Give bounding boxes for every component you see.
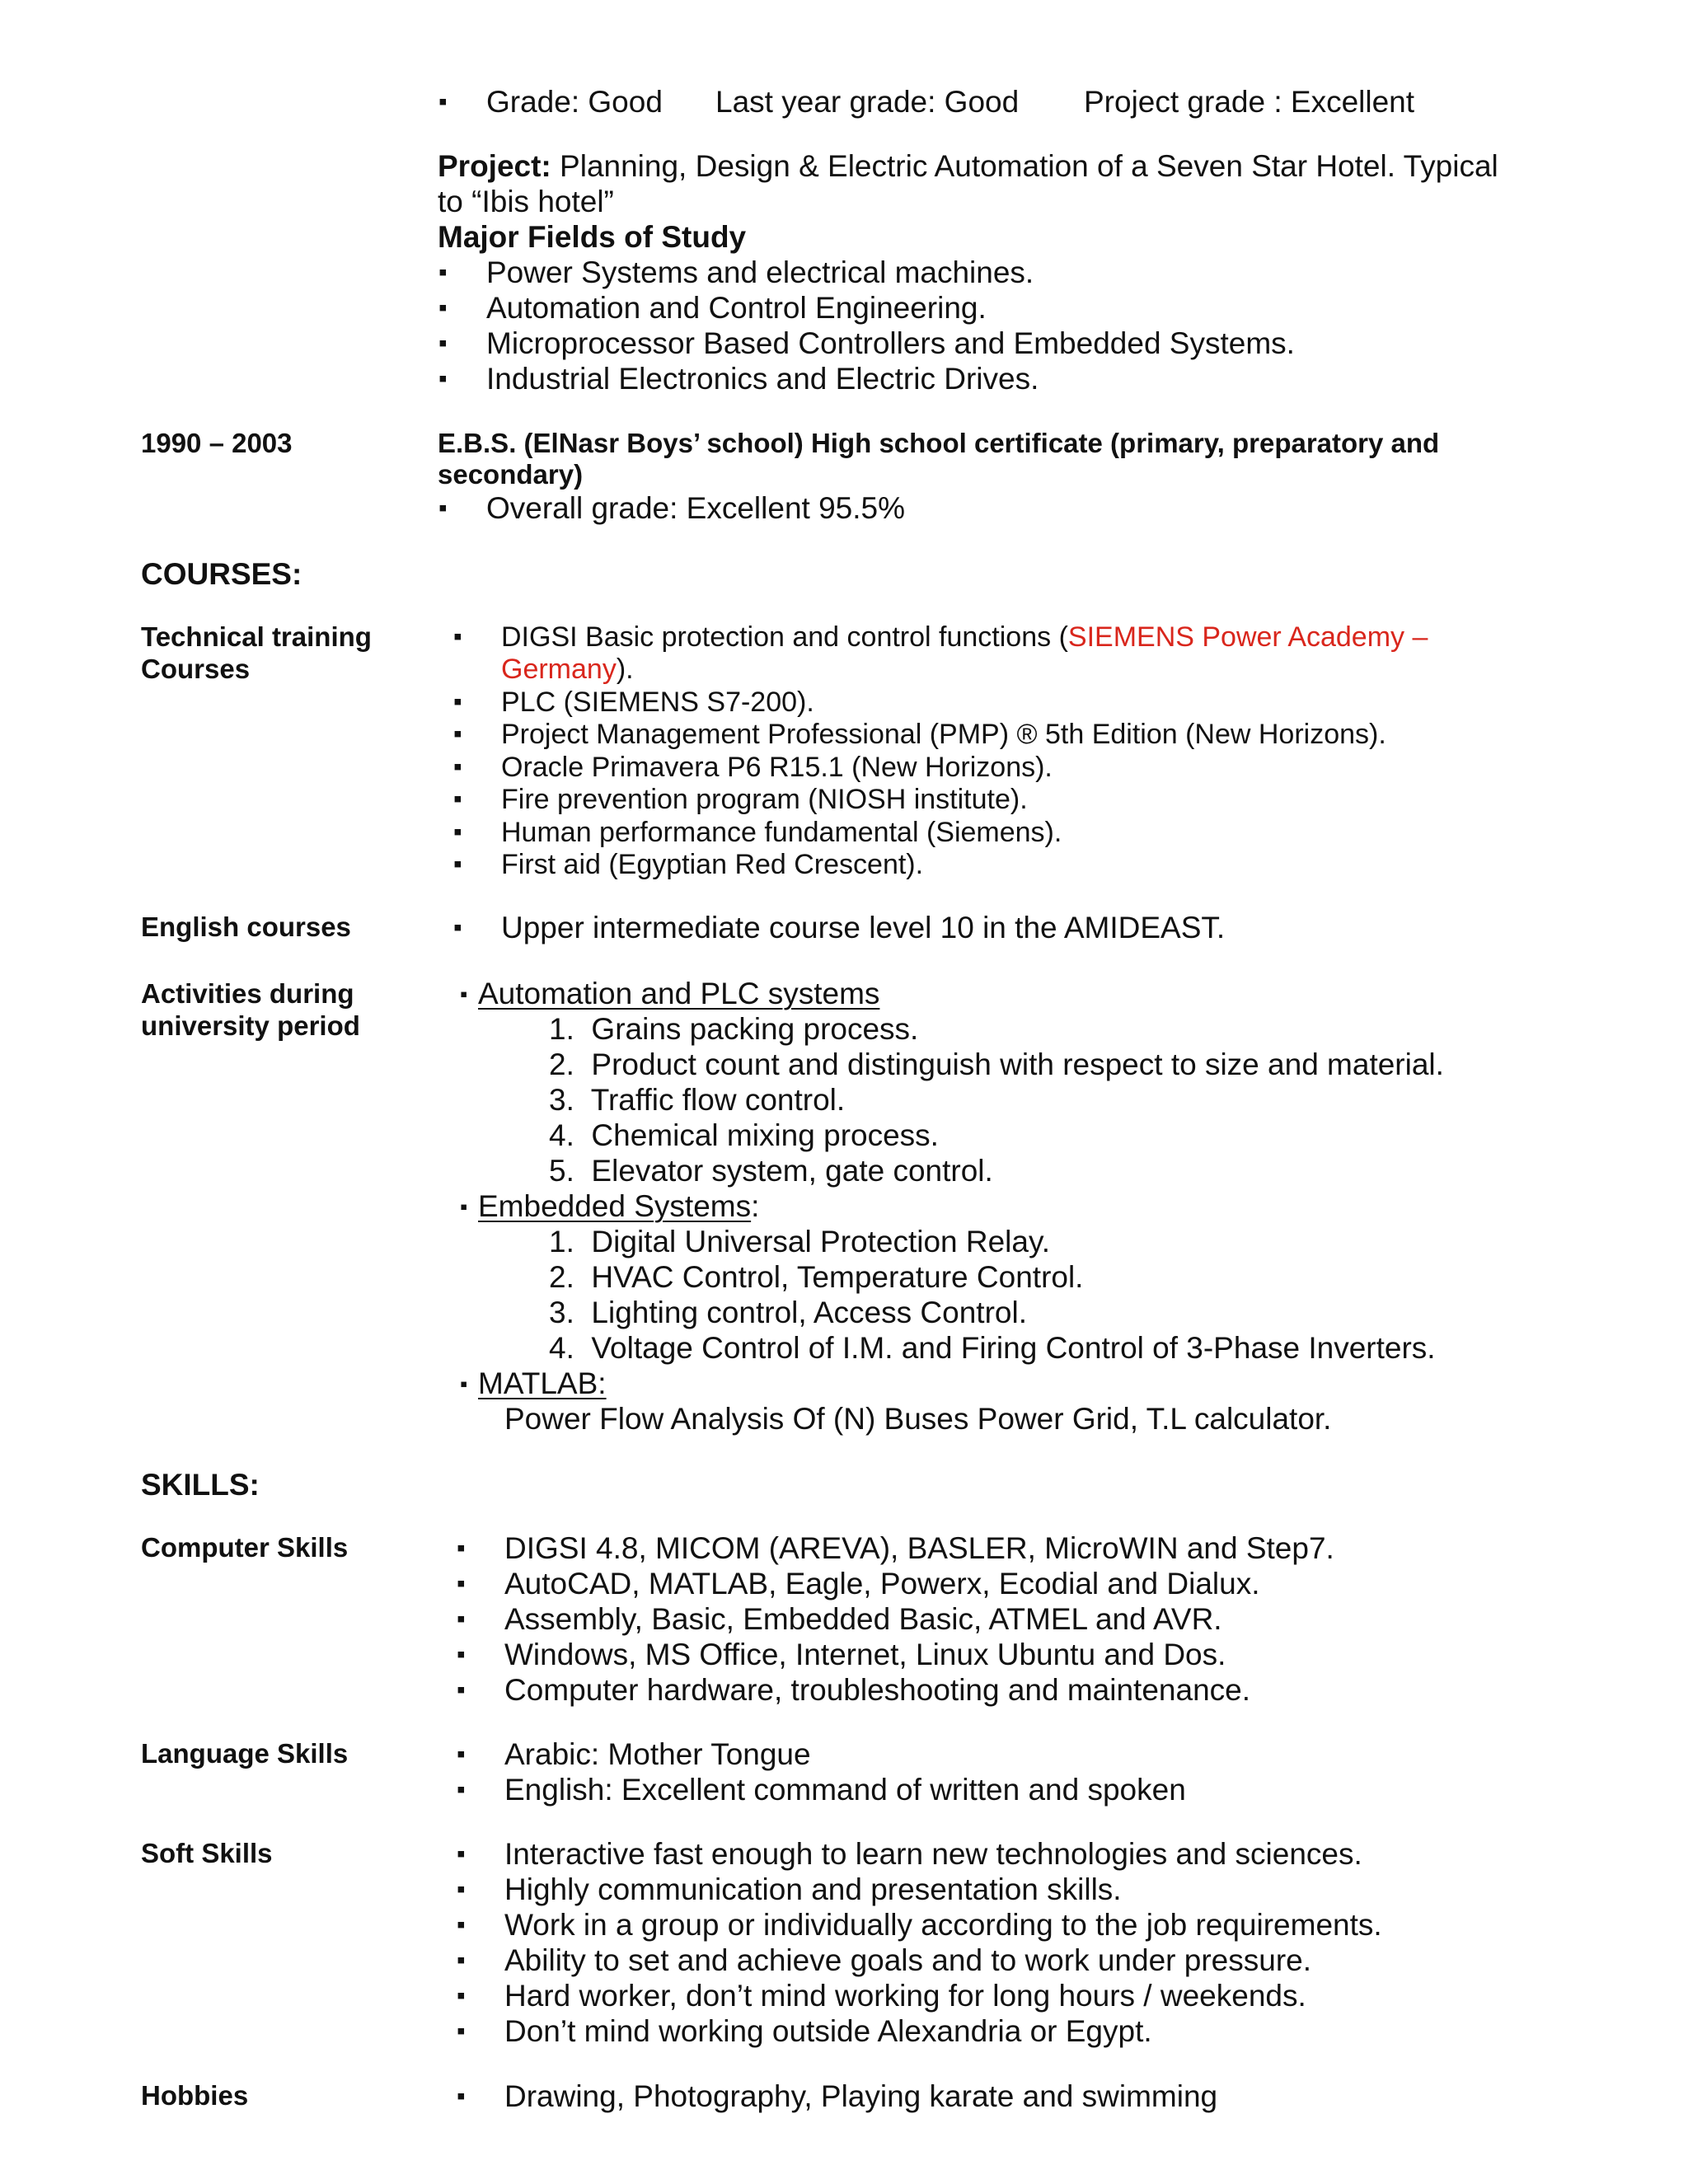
computer-label: Computer Skills — [141, 1532, 349, 1563]
field-item: ▪ Power Systems and electrical machines. — [486, 255, 1034, 291]
last-year-grade: Last year grade: Good — [715, 85, 1020, 119]
technical-course-digsi: ▪ DIGSI Basic protection and control functions (SIEMENS Power Academy – — [501, 621, 1428, 654]
grade-text: Grade: Good — [486, 85, 663, 119]
activity-item: 3. Lighting control, Access Control. — [549, 1296, 1027, 1329]
computer-skill: ▪ DIGSI 4.8, MICOM (AREVA), BASLER, MicroWIN and Step7. — [504, 1530, 1334, 1567]
plc-title: ▪ Automation and PLC systems — [478, 976, 879, 1012]
activity-item: 4. Voltage Control of I.M. and Firing Control of 3-Phase Inverters. — [549, 1331, 1436, 1365]
soft-skill: ▪ Ability to set and achieve goals and to work under pressure. — [504, 1943, 1311, 1979]
embedded-title: ▪ Embedded Systems: — [478, 1188, 759, 1225]
computer-skill: ▪ Windows, MS Office, Internet, Linux Ubuntu and Dos. — [504, 1637, 1226, 1673]
project-label: Project: — [438, 149, 551, 183]
matlab-text: Power Flow Analysis Of (N) Buses Power Grid, T.L calculator. — [504, 1402, 1332, 1436]
activity-item: 4. Chemical mixing process. — [549, 1118, 939, 1152]
soft-skill: ▪ Hard worker, don’t mind working for long hours / weekends. — [504, 1978, 1306, 2014]
soft-label: Soft Skills — [141, 1838, 273, 1868]
field-item: ▪ Automation and Control Engineering. — [486, 290, 987, 326]
skills-heading: SKILLS: — [141, 1468, 260, 1502]
hobbies-label: Hobbies — [141, 2080, 249, 2111]
technical-course: ▪ Oracle Primavera P6 R15.1 (New Horizons). — [501, 751, 1053, 784]
language-skill: ▪ Arabic: Mother Tongue — [504, 1736, 811, 1773]
english-label: English courses — [141, 912, 351, 942]
computer-skill: ▪ Computer hardware, troubleshooting and maintenance. — [504, 1672, 1250, 1708]
project-grade: Project grade : Excellent — [1084, 85, 1415, 119]
activities-label-2: university period — [141, 1010, 360, 1041]
technical-course: ▪ Project Management Professional (PMP) ® 5th Edition (New Horizons). — [501, 718, 1386, 751]
soft-skill: ▪ Work in a group or individually according to the job requirements. — [504, 1907, 1382, 1943]
technical-course: ▪ PLC (SIEMENS S7-200). — [501, 686, 814, 719]
technical-course: ▪ Human performance fundamental (Siemens). — [501, 816, 1062, 849]
field-item: ▪ Microprocessor Based Controllers and Embedded Systems. — [486, 326, 1295, 362]
courses-heading: COURSES: — [141, 557, 302, 591]
soft-skill: ▪ Don’t mind working outside Alexandria or Egypt. — [504, 2013, 1152, 2050]
technical-course: ▪ Fire prevention program (NIOSH institute). — [501, 783, 1028, 816]
activity-item: 2. HVAC Control, Temperature Control. — [549, 1260, 1084, 1294]
language-skill: ▪ English: Excellent command of written and spoken — [504, 1772, 1186, 1808]
school-title-2: secondary) — [438, 459, 584, 490]
activity-item: 2. Product count and distinguish with respect to size and material. — [549, 1047, 1444, 1081]
fields-title: Major Fields of Study — [438, 220, 747, 254]
siemens-academy-text: SIEMENS Power Academy – — [1067, 621, 1428, 653]
project-text-1: Planning, Design & Electric Automation of a Seven Star Hotel. Typical — [551, 149, 1498, 183]
school-grade: ▪ Overall grade: Excellent 95.5% — [486, 490, 905, 527]
technical-course-digsi-cont: Germany). — [501, 654, 634, 685]
activity-item: 5. Elevator system, gate control. — [549, 1154, 993, 1188]
project-line-1 — [438, 148, 1498, 185]
grade-line — [486, 84, 663, 120]
school-title-1: E.B.S. (ElNasr Boys’ school) High school certificate (primary, preparatory and — [438, 428, 1440, 458]
soft-skill: ▪ Interactive fast enough to learn new technologies and sciences. — [504, 1836, 1362, 1872]
field-item: ▪ Industrial Electronics and Electric Drives. — [486, 361, 1039, 397]
computer-skill: ▪ Assembly, Basic, Embedded Basic, ATMEL and AVR. — [504, 1601, 1222, 1638]
technical-label-1: Technical training — [141, 621, 372, 652]
school-years: 1990 – 2003 — [141, 428, 293, 458]
activities-label-1: Activities during — [141, 978, 354, 1009]
hobbies-text: ▪ Drawing, Photography, Playing karate and swimming — [504, 2079, 1217, 2115]
technical-course: ▪ First aid (Egyptian Red Crescent). — [501, 848, 923, 881]
english-course: ▪ Upper intermediate course level 10 in the AMIDEAST. — [501, 910, 1225, 946]
activity-item: 3. Traffic flow control. — [549, 1083, 846, 1117]
activity-item: 1. Grains packing process. — [549, 1012, 919, 1046]
activity-item: 1. Digital Universal Protection Relay. — [549, 1225, 1051, 1258]
language-label: Language Skills — [141, 1738, 349, 1769]
soft-skill: ▪ Highly communication and presentation skills. — [504, 1872, 1122, 1908]
computer-skill: ▪ AutoCAD, MATLAB, Eagle, Powerx, Ecodial and Dialux. — [504, 1566, 1260, 1602]
matlab-title: ▪ MATLAB: — [478, 1366, 607, 1402]
project-line-2: to “Ibis hotel” — [438, 185, 614, 218]
technical-label-2: Courses — [141, 654, 251, 684]
